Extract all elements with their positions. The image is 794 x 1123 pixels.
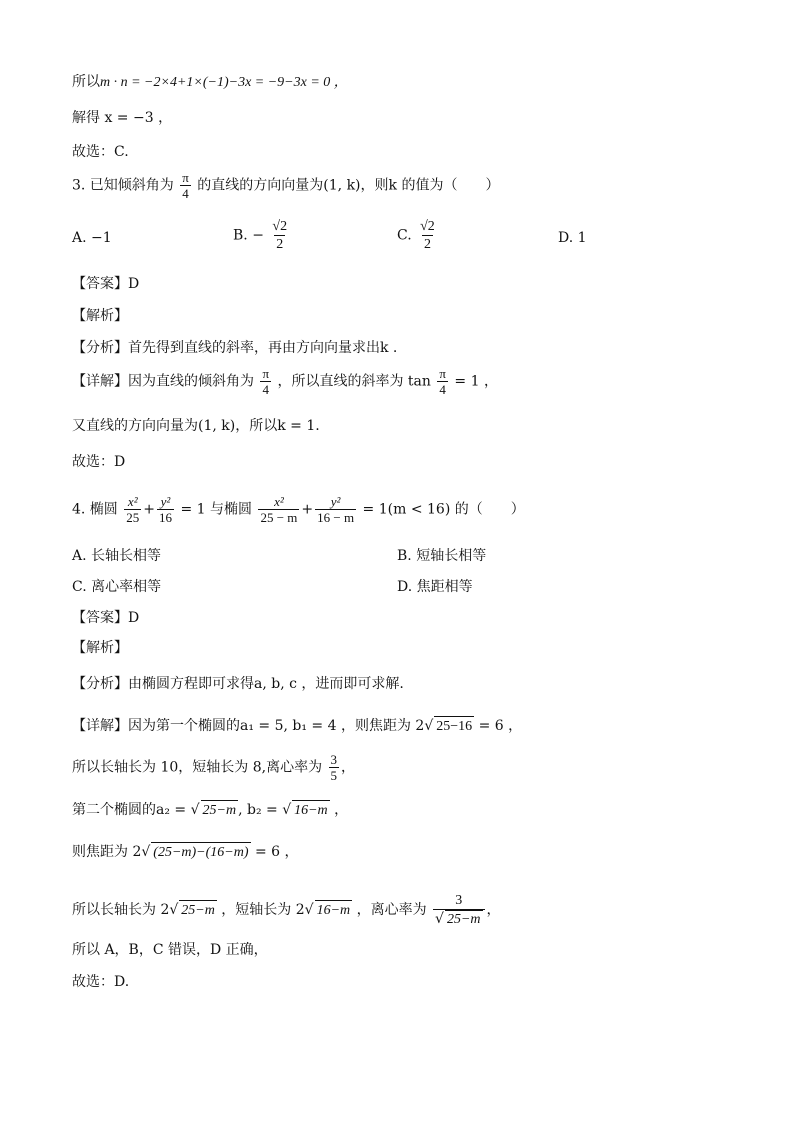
solution-line-1: [72, 72, 348, 93]
solution-line-2: [72, 108, 172, 128]
minus-sign: −: [252, 227, 264, 244]
xj5-part-e: ，离心率为: [356, 902, 427, 918]
xiangjie-part-b: ，所以直线的斜率为 tan: [277, 373, 431, 390]
q3-option-d: [558, 228, 587, 248]
xj4-part-a: 则焦距为 2: [72, 844, 142, 860]
direction-vector-text: 又直线的方向向量为(1, k)，所以k = 1.: [72, 418, 320, 434]
dot-product-expression: m · n = −2×4+1×(−1)−3x = −9−3x = 0 ，: [100, 75, 348, 90]
numerator: π: [182, 170, 189, 185]
radicand: (25−m)−(16−m): [151, 842, 250, 863]
denominator: 4: [439, 382, 446, 397]
choose-c-text: 故选：C.: [72, 144, 129, 160]
question-4-stem: 4. 椭圆 $\frac{\text{x²}}{25}$ + $\frac{\text{y²}}{16}$ = 1 与椭圆 $\frac{\text{x²}}{25 - m}$ + $\frac{\text{y²}}{16 - m}$ = 1(m < 16) 的（ ）: [72, 494, 525, 525]
xj1-part-c: = 6 ，: [478, 718, 523, 734]
fraction-pi-over-4: [260, 366, 271, 397]
q3-xiangjie: [72, 366, 498, 397]
xj2-part-a: 所以长轴长为 10，短轴长为 8,离心率为: [72, 759, 323, 776]
numerator: √2: [420, 219, 435, 234]
q3-stem-part-a: 3. 已知倾斜角为: [72, 177, 174, 194]
option-b-label: B. 短轴长相等: [397, 548, 487, 564]
choose-d-text: 故选：D.: [72, 974, 130, 990]
q4-xiangjie-4: [72, 842, 299, 863]
q3-fenxi: [72, 338, 397, 358]
q3-answer: [72, 274, 139, 294]
sqrt-symbol: √: [282, 802, 292, 818]
numerator: x²: [127, 494, 138, 509]
q3-analysis-heading: [72, 306, 128, 326]
sqrt-symbol: √: [304, 902, 314, 918]
denominator: 4: [182, 186, 189, 201]
denominator: 2: [423, 237, 431, 252]
choose-d-text: 故选：D: [72, 454, 126, 470]
q3-direction-vector: [72, 416, 320, 436]
q4-stem-part-a: 4. 椭圆: [72, 501, 118, 518]
q4-conclusion: [72, 940, 268, 960]
q4-xiangjie-2: [72, 752, 355, 783]
q4-option-d: [397, 577, 473, 597]
fraction-x2-over-25: [124, 494, 141, 525]
radicand: 25−16: [434, 716, 474, 737]
xj3-part-e: ，: [334, 802, 349, 818]
denominator: 16 − m: [317, 510, 355, 525]
analysis-heading: 【解析】: [72, 640, 128, 656]
sqrt-symbol: √: [169, 902, 179, 918]
numerator: y²: [160, 494, 171, 509]
fraction-x2-over-25-m: [258, 494, 299, 525]
question-3-stem: [72, 170, 499, 201]
text-prefix: 所以: [72, 74, 100, 90]
denominator: 2: [276, 237, 284, 252]
q4-analysis-heading: [72, 638, 128, 658]
fraction-sqrt2-over-2: [270, 218, 289, 253]
radicand: 16−m: [292, 800, 330, 821]
option-d-label: D. 焦距相等: [397, 579, 473, 595]
denominator: [433, 909, 484, 928]
xj3-part-c: , b₂ =: [238, 802, 278, 818]
radicand: 16−m: [315, 900, 353, 921]
fraction-3-over-sqrt-25-m: [433, 892, 484, 928]
sqrt-symbol: √: [190, 802, 200, 818]
fraction-pi-over-4: [437, 366, 448, 397]
denominator: 16: [159, 510, 172, 525]
fraction-y2-over-16-m: [315, 494, 356, 525]
q4-xiangjie-3: [72, 800, 348, 821]
numerator: x²: [274, 494, 284, 509]
option-d-label: D. 1: [558, 230, 587, 246]
sqrt-symbol: √: [141, 844, 151, 860]
q4-xiangjie-1: [72, 716, 522, 737]
option-c-label: C.: [397, 227, 412, 244]
numerator: π: [262, 366, 270, 381]
analysis-heading: 【解析】: [72, 308, 128, 324]
option-a-label: A. 长轴长相等: [72, 548, 162, 564]
q3-option-c: [397, 218, 439, 253]
numerator: √2: [272, 219, 288, 234]
fraction-pi-over-4: [180, 170, 191, 201]
xj4-part-c: = 6 ，: [254, 844, 299, 860]
denominator: 5: [330, 768, 338, 783]
denominator: 25 − m: [260, 510, 298, 525]
option-a-label: A. −1: [72, 230, 112, 246]
q4-choose: [72, 972, 129, 992]
xiangjie-part-c: = 1 ，: [454, 373, 498, 390]
fraction-sqrt2-over-2: [418, 218, 437, 253]
xiangjie-part-a: 【详解】因为直线的倾斜角为: [72, 373, 254, 390]
sqrt-symbol: √: [424, 718, 434, 734]
xj3-part-a: 第二个椭圆的a₂ =: [72, 802, 187, 818]
radicand: 25−m: [201, 800, 239, 821]
numerator: 3: [330, 752, 338, 767]
xj2-part-b: ，: [341, 759, 356, 776]
xj5-part-f: ，: [486, 902, 501, 918]
q4-stem-part-c: = 1(m < 16) 的（ ）: [362, 501, 525, 518]
numerator: y²: [330, 494, 341, 509]
option-c-label: C. 离心率相等: [72, 579, 162, 595]
q3-option-a: [72, 228, 112, 248]
q3-option-b: [233, 218, 291, 253]
denominator: 25: [126, 510, 140, 525]
denominator: 4: [262, 382, 269, 397]
q4-option-a: [72, 546, 161, 566]
radicand: 25−m: [446, 912, 481, 927]
fenxi-text: 【分析】由椭圆方程即可求得a, b, c ，进而即可求解.: [72, 676, 404, 692]
xj5-part-a: 所以长轴长为 2: [72, 902, 170, 918]
q4-option-c: [72, 577, 161, 597]
answer-text: 【答案】D: [72, 610, 140, 626]
fenxi-text: 【分析】首先得到直线的斜率，再由方向向量求出k .: [72, 340, 398, 356]
q4-stem-part-b: = 1 与椭圆: [180, 501, 252, 518]
solve-x-text: 解得 x = −3 ，: [72, 110, 173, 126]
q3-choose: [72, 452, 125, 472]
q4-fenxi: [72, 674, 404, 694]
fraction-y2-over-16: [157, 494, 174, 525]
numerator: π: [439, 366, 446, 381]
q4-option-b: [397, 546, 486, 566]
numerator: 3: [455, 893, 463, 908]
xj5-part-c: ，短轴长为 2: [221, 902, 305, 918]
q4-answer: [72, 608, 139, 628]
sqrt-symbol: √: [435, 911, 444, 927]
conclusion-text: 所以 A，B，C 错误，D 正确，: [72, 942, 268, 958]
radicand: 25−m: [179, 900, 217, 921]
q3-stem-part-b: 的直线的方向向量为(1, k)，则k 的值为（ ）: [197, 177, 500, 194]
xj1-part-a: 【详解】因为第一个椭圆的a₁ = 5, b₁ = 4 ，则焦距为 2: [72, 718, 425, 734]
answer-text: 【答案】D: [72, 276, 140, 292]
solution-line-3: [72, 142, 129, 162]
option-b-label: B.: [233, 227, 248, 244]
q4-xiangjie-5: [72, 892, 501, 928]
fraction-3-over-5: [329, 752, 340, 783]
